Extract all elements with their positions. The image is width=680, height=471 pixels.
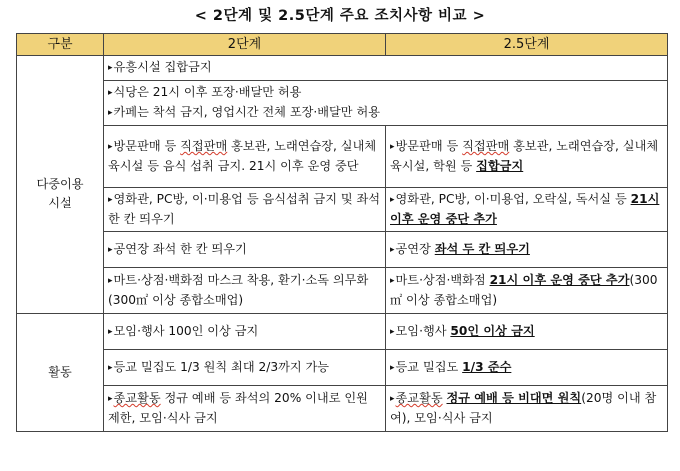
- cell-text: 모임·행사: [395, 323, 451, 338]
- category-activities: [17, 314, 104, 432]
- bullet-arrow-icon: ▸: [390, 244, 395, 255]
- cell-text: 정규 예배 등 좌석의 20% 이내로 인원 제한, 모임·식사 금지: [108, 391, 368, 425]
- cell-facilities-common-2: [104, 81, 668, 126]
- table-row: [17, 386, 668, 432]
- emphasis-text: 50인 이상 금지: [450, 323, 535, 338]
- cell-text: 유흥시설 집합금지: [113, 60, 212, 74]
- bullet-arrow-icon: ▸: [390, 326, 395, 337]
- cell-stage2-direct-sales: [104, 126, 386, 188]
- cell-stage2-gathering: [104, 314, 386, 350]
- bullet-arrow-icon: ▸: [108, 142, 113, 152]
- squiggle-text: 종교활동: [395, 391, 443, 405]
- cell-stage2-mart: [104, 268, 386, 314]
- bullet-arrow-icon: ▸: [108, 195, 113, 205]
- header-stage25: 2.5단계: [386, 34, 668, 56]
- cell-stage2-theater: [104, 232, 386, 268]
- cell-text: 홍보관, 노래연습장, 실내체육시설 등 음식 섭취 금지. 21시 이후 운영 중단: [108, 139, 377, 173]
- cell-text: 홍보관, 노래연습장, 실내체육시설, 학원 등: [390, 139, 659, 173]
- table-row: [17, 268, 668, 314]
- document-title: < 2단계 및 2.5단계 주요 조치사항 비교 >: [194, 8, 486, 24]
- table-row: [17, 56, 668, 81]
- cell-text: (20명 이내 참여), 모임·식사 금지: [390, 391, 657, 425]
- cell-text: 등교 밀집도: [395, 359, 463, 374]
- cell-stage25-religion: [386, 386, 668, 432]
- cell-stage2-school: [104, 350, 386, 386]
- squiggle-text: 직접판매: [462, 139, 510, 153]
- cell-stage25-gathering: [386, 314, 668, 350]
- header-stage2: 2단계: [104, 34, 386, 56]
- cell-text: 등교 밀집도 1/3 원칙 최대 2/3까지 가능: [113, 359, 330, 374]
- cell-text: 식당은 21시 이후 포장·배달만 허용: [113, 85, 302, 99]
- category-activities-label: 활동: [48, 365, 72, 379]
- category-facilities: [17, 56, 104, 314]
- cell-stage2-cinema: [104, 188, 386, 232]
- table-header-row: [17, 34, 668, 56]
- bullet-arrow-icon: ▸: [108, 244, 113, 255]
- cell-text: 모임·행사 100인 이상 금지: [113, 323, 259, 338]
- cell-text: 영화관, PC방, 이·미용업, 오락실, 독서실 등: [395, 192, 631, 206]
- bullet-arrow-icon: ▸: [108, 108, 113, 118]
- bullet-arrow-icon: ▸: [390, 362, 395, 373]
- cell-text: 마트·상점·백화점: [395, 273, 490, 287]
- squiggle-text: 종교활동: [113, 391, 161, 405]
- cell-text: (300㎡ 이상 종합소매업): [390, 273, 658, 307]
- cell-stage25-school: [386, 350, 668, 386]
- cell-text: 공연장: [395, 241, 435, 256]
- bullet-arrow-icon: ▸: [108, 88, 113, 98]
- emphasis-text: 1/3 준수: [462, 359, 512, 374]
- bullet-arrow-icon: ▸: [108, 394, 113, 404]
- emphasis-text: 정규 예배 등 비대면 원칙: [446, 391, 582, 405]
- bullet-arrow-icon: ▸: [390, 195, 395, 205]
- emphasis-text: 21시 이후 운영 중단 추가: [489, 273, 630, 287]
- cell-text: 공연장 좌석 한 칸 띄우기: [113, 241, 247, 256]
- comparison-table: [16, 33, 668, 432]
- cell-text: 영화관, PC방, 이·미용업 등 음식섭취 금지 및 좌석 한 칸 띄우기: [108, 192, 381, 226]
- table-row: [17, 188, 668, 232]
- cell-stage25-theater: [386, 232, 668, 268]
- table-row: [17, 232, 668, 268]
- bullet-arrow-icon: ▸: [108, 63, 113, 73]
- squiggle-text: 직접판매: [180, 139, 228, 153]
- cell-stage25-cinema: [386, 188, 668, 232]
- table-row: [17, 314, 668, 350]
- bullet-arrow-icon: ▸: [108, 276, 113, 286]
- cell-text: 방문판매 등: [113, 139, 181, 153]
- cell-text: 마트·상점·백화점 마스크 착용, 환기·소독 의무화(300㎡ 이상 종합소매업): [108, 273, 369, 307]
- cell-text: 카페는 착석 금지, 영업시간 전체 포장·배달만 허용: [113, 105, 380, 119]
- category-facilities-label: 다중이용 시설: [36, 177, 84, 210]
- header-category: 구분: [17, 34, 104, 56]
- emphasis-text: 좌석 두 칸 띄우기: [434, 241, 530, 256]
- bullet-arrow-icon: ▸: [108, 326, 113, 337]
- table-row: [17, 81, 668, 126]
- emphasis-text: 집합금지: [476, 159, 524, 173]
- table-row: [17, 126, 668, 188]
- bullet-arrow-icon: ▸: [390, 276, 395, 286]
- cell-stage25-direct-sales: [386, 126, 668, 188]
- cell-facilities-common-1: [104, 56, 668, 81]
- cell-stage25-mart: [386, 268, 668, 314]
- bullet-arrow-icon: ▸: [390, 394, 395, 404]
- cell-text: 방문판매 등: [395, 139, 463, 153]
- bullet-arrow-icon: ▸: [108, 362, 113, 373]
- cell-stage2-religion: [104, 386, 386, 432]
- table-row: [17, 350, 668, 386]
- emphasis-text: 21시 이후 운영 중단 추가: [390, 192, 660, 226]
- bullet-arrow-icon: ▸: [390, 142, 395, 152]
